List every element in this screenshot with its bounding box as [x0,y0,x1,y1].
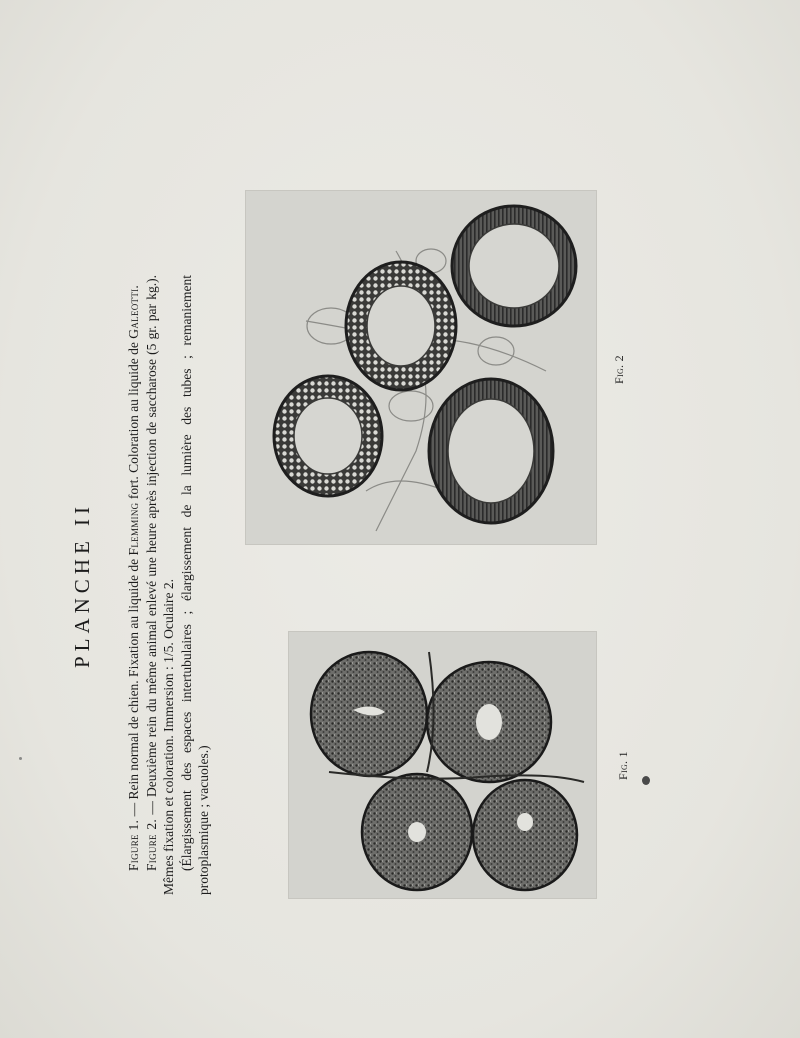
figure-2-micrograph-illustration [246,191,596,544]
caption-figure-2 [143,275,178,895]
plate-title: PLANCHE II [70,501,94,669]
caption-1-name1: Flemming [126,502,141,556]
caption-note-text: (Élargissement des espaces intertubulaires ; élargissement de la lumière des tubes ; remaniement protoplasmique ; vacuoles.) [178,275,211,895]
figure-1-label-text: Fig. 1 [616,751,630,780]
figure-2-label-text: Fig. 2 [612,355,626,384]
caption-2-text: — Deuxième rein du même animal enlevé une heure après injection de saccharose (5 gr. par kg.). Mêmes fixation et coloration. Immersion : 1/5. Oculaire 2. [143,275,176,895]
figure-2-photo [246,191,596,544]
caption-2-label: Figure 2. [143,818,159,871]
ink-speck [19,757,22,760]
caption-1-text-after: . [126,285,141,289]
ink-speck [642,776,650,785]
figure-1-photo [289,632,596,898]
figure-1-label [616,751,631,780]
caption-1-text-before: — Rein normal de chien. Fixation au liquide de [126,555,141,820]
caption-1-text-middle: fort. Coloration au liquide de [126,338,141,503]
figure-1-micrograph-illustration [289,632,596,898]
figure-2-label [612,355,627,384]
caption-1-name2: Galeotti [126,288,141,339]
caption-block [70,275,213,895]
caption-figure-1 [125,275,143,895]
caption-1-label: Figure 1. [126,819,141,871]
caption-note [178,275,213,895]
